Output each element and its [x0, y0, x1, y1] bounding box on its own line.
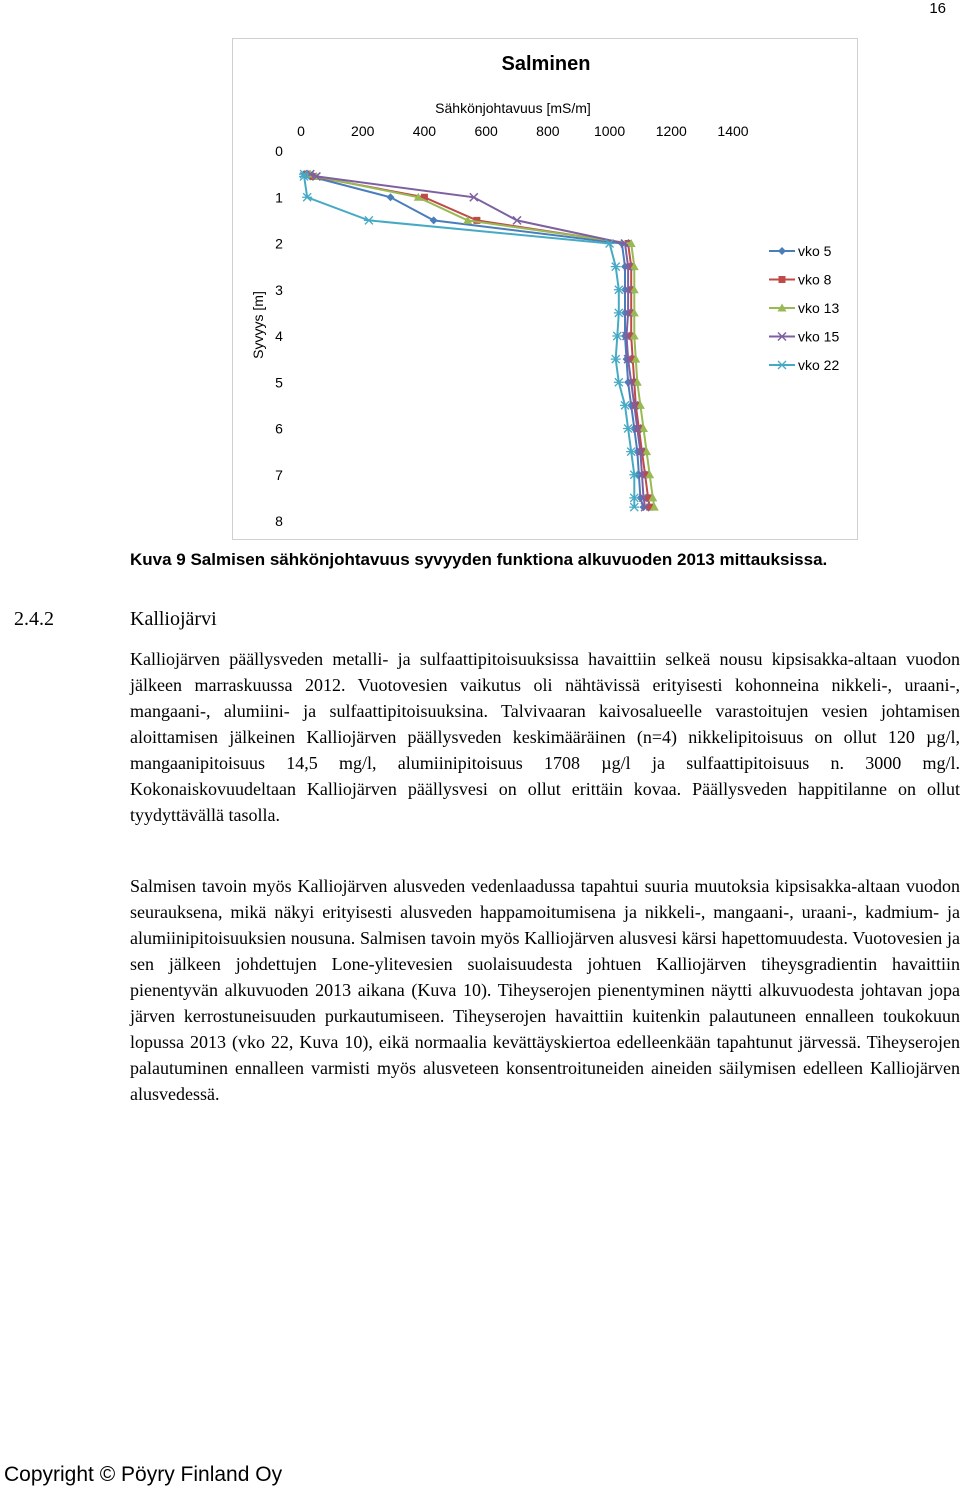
y-axis-ticks [275, 143, 283, 529]
series-line [310, 174, 645, 507]
legend-item [769, 272, 832, 288]
data-point [386, 193, 394, 201]
legend-label: vko 5 [798, 243, 832, 259]
legend-label: vko 8 [798, 271, 832, 288]
paragraph-1: Kalliojärven päällysveden metalli- ja sulfaattipitoisuuksissa havaittiin selkeä nousu kipsisakka-altaan vuodon jälkeen marraskuussa 2012. Vuotovesien vaikutus oli nähtävissä erityisesti kohonneina nikkeli-, uraani-, mangaani-, alumiini- ja sulfaattipitoisuuksina. Talvivaaran kaivosalueelle varastoitujen vesien johtamisen aloittamisen jälkeinen Kalliojärven päällysveden keskimääräinen (n=4) nikkelipitoisuus on ollut 120 µg/l, mangaanipitoisuus 14,5 mg/l, alumiinipitoisuus 1708 µg/l ja sulfaattipitoisuus n. 3000 mg/l. Kokonaiskovuudeltaan Kalliojärven päällysvesi on ollut erittäin kovaa. Päällysveden happitilanne on ollut tyydyttävällä tasolla. [130, 649, 960, 825]
y-tick-label: 7 [275, 466, 283, 483]
series-line [307, 174, 650, 507]
legend-label: vko 13 [798, 300, 840, 316]
x-tick-label: 1200 [655, 123, 687, 139]
x-tick-label: 400 [412, 123, 437, 139]
y-tick-label: 6 [275, 420, 283, 437]
paragraph-2: Salmisen tavoin myös Kalliojärven alusveden vedenlaadussa tapahtui suuria muutoksia kipsisakka-altaan vuodon seurauksena, mikä näkyi erityisesti alusveden happamoitumisena ja nikkeli-, mangaani-, uraani-, kadmium- ja alumiinipitoisuuksien nousuna. Salmisen tavoin myös Kalliojärven alusvesi kärsi hapettomuudesta. Vuotovesien ja sen jälkeen johdettujen Lone-ylitevesien suolaisuudesta johtuen Kalliojärven tiheysgradientin havaittiin pienentyvän alkuvuoden 2013 aikana (Kuva 10). Tiheyserojen pienentyminen näytti alkuvuodesta johtavan jopa järven kerrostuneisuuden purkautumiseen. Tiheyserojen havaittiin kuitenkin palautuneen ennalleen toukokuun lopussa 2013 (vko 22, Kuva 10), eikä normaalia kevättäyskiertoa edelleenkään tapahtunut järvessä. Tiheyserojen palautuminen ennalleen varmisti myös alusveteen konsentroituneiden aineiden säilymisen edelleen Kalliojärven alusvedessä. [130, 876, 960, 1104]
legend-item [769, 300, 839, 316]
section-number: 2.4.2 [14, 608, 54, 630]
section-heading [14, 606, 930, 632]
legend-item [769, 357, 839, 373]
data-point [430, 216, 438, 224]
copyright-footer: Copyright © Pöyry Finland Oy [4, 1463, 283, 1486]
series-line [304, 174, 643, 507]
x-axis-ticks [297, 123, 749, 139]
y-tick-label: 5 [275, 374, 283, 391]
x-axis-label: Sähkönjohtavuus [mS/m] [435, 100, 591, 116]
chart-frame [232, 38, 858, 540]
x-tick-label: 1400 [717, 123, 749, 139]
y-tick-label: 0 [275, 143, 283, 159]
data-point [778, 247, 786, 255]
y-tick-label: 4 [275, 328, 283, 344]
data-point [779, 276, 786, 283]
series-layer [299, 170, 659, 512]
legend-label: vko 22 [798, 357, 840, 373]
x-tick-label: 800 [536, 123, 560, 139]
section-title: Kalliojärvi [130, 608, 217, 630]
x-tick-label: 200 [351, 123, 375, 139]
legend-item [769, 243, 832, 259]
figure-caption: Kuva 9 Salmisen sähkönjohtavuus syvyyden funktiona alkuvuoden 2013 mittauksissa. [130, 550, 828, 569]
y-tick-label: 3 [275, 281, 283, 298]
legend [769, 243, 839, 373]
legend-item [769, 329, 839, 345]
data-point [364, 216, 374, 224]
x-tick-label: 0 [297, 123, 305, 139]
data-point [777, 361, 787, 369]
x-tick-label: 1000 [593, 123, 626, 139]
conductivity-depth-chart [233, 39, 857, 539]
series-line [310, 174, 654, 507]
page-number: 16 [929, 0, 946, 17]
y-axis-label: Syvyys [m] [250, 291, 266, 359]
y-tick-label: 1 [275, 189, 283, 206]
x-tick-label: 600 [474, 123, 498, 139]
y-tick-label: 8 [275, 513, 283, 529]
chart-title: Salminen [501, 53, 591, 75]
legend-label: vko 15 [798, 328, 840, 345]
y-tick-label: 2 [275, 235, 283, 252]
